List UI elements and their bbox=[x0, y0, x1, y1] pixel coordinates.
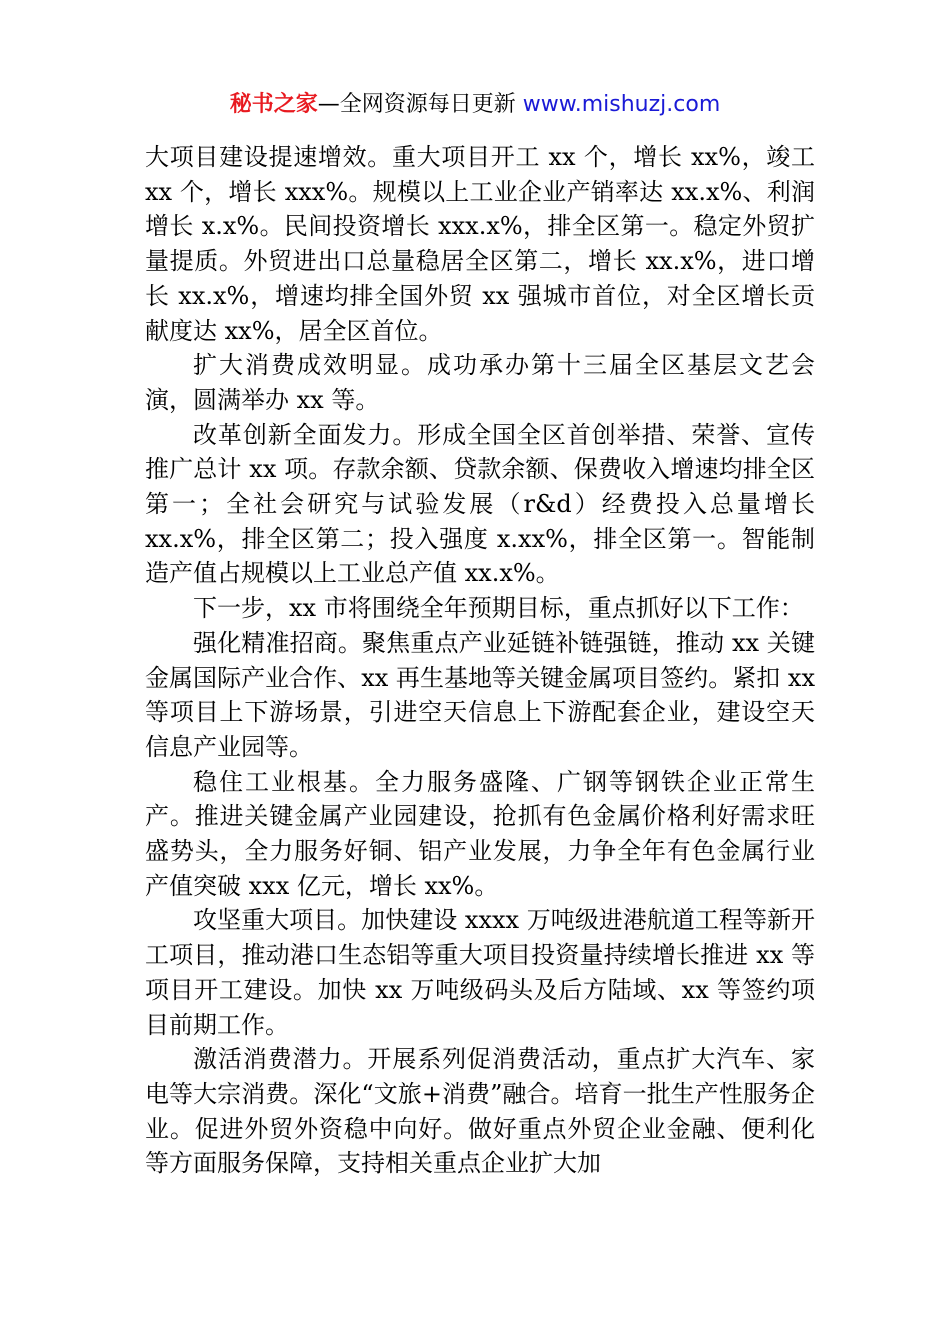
paragraph: 强化精准招商。聚焦重点产业延链补链强链，推动 xx 关键金属国际产业合作、xx 再生基地等关键金属项目签约。紧扣 xx 等项目上下游场景，引进空天信息上下游配套企业，建设空天信息产业园等。 bbox=[145, 628, 815, 761]
paragraph: 大项目建设提速增效。重大项目开工 xx 个，增长 xx%，竣工 xx 个，增长 xxx%。规模以上工业企业产销率达 xx.x%、利润增长 x.x%。民间投资增长 xxx.x%，排全区第一。稳定外贸扩量提质。外贸进出口总量稳居全区第二，增长 xx.x%，进口增长 xx.x%，增速均排全国外贸 xx 强城市首位，对全区增长贡献度达 xx%，居全区首位。 bbox=[145, 143, 815, 345]
paragraph: 改革创新全面发力。形成全国全区首创举措、荣誉、宣传推广总计 xx 项。存款余额、贷款余额、保费收入增速均排全区第一；全社会研究与试验发展（r&d）经费投入总量增长 xx.x%，排全区第二；投入强度 x.xx%，排全区第一。智能制造产值占规模以上工业总产值 xx.x%。 bbox=[145, 420, 815, 588]
page-header bbox=[0, 88, 950, 122]
site-tagline: —全网资源每日更新 bbox=[317, 92, 523, 117]
site-url-link[interactable]: www.mishuzj.com bbox=[522, 92, 721, 117]
paragraph: 激活消费潜力。开展系列促消费活动，重点扩大汽车、家电等大宗消费。深化“文旅+消费”融合。培育一批生产性服务企业。促进外贸外资稳中向好。做好重点外贸企业金融、便利化等方面服务保障，支持相关重点企业扩大加 bbox=[145, 1045, 815, 1178]
paragraph: 攻坚重大项目。加快建设 xxxx 万吨级进港航道工程等新开工项目，推动港口生态铝等重大项目投资量持续增长推进 xx 等项目开工建设。加快 xx 万吨级码头及后方陆域、xx 等签约项目前期工作。 bbox=[145, 906, 815, 1039]
site-brand: 秘书之家 bbox=[229, 92, 318, 117]
paragraph: 扩大消费成效明显。成功承办第十三届全区基层文艺会演，圆满举办 xx 等。 bbox=[145, 351, 815, 414]
paragraph: 稳住工业根基。全力服务盛隆、广钢等钢铁企业正常生产。推进关键金属产业园建设，抢抓有色金属价格利好需求旺盛势头，全力服务好铜、铝产业发展，力争全年有色金属行业产值突破 xxx 亿元，增长 xx%。 bbox=[145, 767, 815, 900]
document-body bbox=[145, 140, 815, 1181]
paragraph: 下一步，xx 市将围绕全年预期目标，重点抓好以下工作： bbox=[193, 594, 804, 623]
